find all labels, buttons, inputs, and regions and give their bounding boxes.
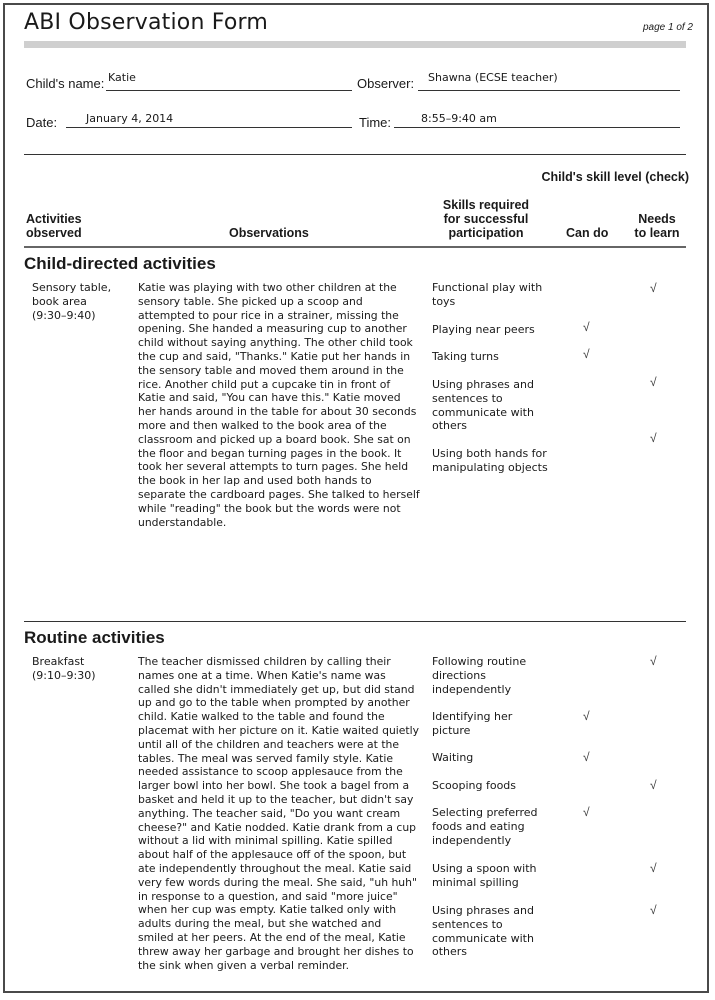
can-do-check-mark: √ (583, 709, 590, 723)
col-header-needs-line1: Needs (638, 212, 676, 226)
skill-item: Using phrases and sentences to communicate with others (432, 904, 534, 959)
skill-item: Using phrases and sentences to communicate with others (432, 378, 534, 433)
skill-item: Scooping foods (432, 779, 517, 792)
activity-line: Breakfast (32, 655, 85, 668)
col-header-skills (440, 198, 532, 240)
observer-field[interactable] (418, 90, 680, 91)
skill-item: Playing near peers (432, 323, 535, 336)
child-name-field[interactable] (106, 90, 352, 91)
activity-time: (9:30–9:40) (32, 308, 96, 322)
table-header-divider (24, 246, 686, 248)
needs-to-learn-check-mark: √ (650, 654, 657, 668)
col-header-skills-line2: for successful (443, 212, 529, 226)
skill-item: Using a spoon with minimal spilling (432, 862, 537, 889)
needs-to-learn-check-mark: √ (650, 375, 657, 389)
time-field[interactable] (394, 127, 680, 128)
col-header-activities (26, 212, 82, 240)
col-header-observations: Observations (229, 226, 309, 240)
col-header-can-do: Can do (566, 226, 609, 240)
activity-time: (9:10–9:30) (32, 668, 96, 682)
skill-item: Taking turns (432, 350, 499, 363)
date-value: January 4, 2014 (86, 112, 174, 125)
child-name-value: Katie (108, 71, 136, 84)
needs-to-learn-check-mark: √ (650, 903, 657, 917)
fields-divider (24, 154, 686, 155)
can-do-check-mark: √ (583, 320, 590, 334)
skill-item: Functional play with toys (432, 281, 543, 308)
needs-to-learn-check-mark: √ (650, 431, 657, 445)
form-title: ABI Observation Form (24, 10, 269, 35)
child-name-label: Child's name: (26, 76, 105, 91)
observer-value: Shawna (ECSE teacher) (428, 71, 558, 84)
needs-to-learn-check-mark: √ (650, 778, 657, 792)
col-header-activities-line2: observed (26, 226, 82, 240)
skill-item: Following routine directions independently (432, 655, 527, 696)
col-header-needs-to-learn (630, 212, 684, 240)
time-value: 8:55–9:40 am (421, 112, 497, 125)
date-field[interactable] (66, 127, 352, 128)
skill-level-group-header: Child's skill level (check) (541, 170, 689, 184)
section-title-routine: Routine activities (24, 628, 165, 647)
can-do-check-mark: √ (583, 750, 590, 764)
col-header-needs-line2: to learn (634, 226, 680, 240)
title-divider-bar (24, 41, 686, 48)
time-label: Time: (359, 115, 392, 130)
needs-to-learn-check-mark: √ (650, 861, 657, 875)
observation-text-sensory: Katie was playing with two other children at the sensory table. She picked up a scoop and attempted to pour rice in a strainer, missing the opening. She handed a measuring cup to another child without saying anything. The other child took the cup and said, "Thanks." Katie put her hands in the sensory table and moved them around in the rice. Another child put a cupcake tin in front of Katie and said, "You can have this." Katie moved her hands around in the table for about 30 seconds more and then walked to the book area of the classroom and picked up a board book. She sat on the floor and began turning pages in the book. It took her several attempts to turn pages. She held the book in her lap and used both hands to separate the cardboard pages. She talked to herself while "reading" the book but the words were not understandable. (138, 281, 420, 529)
activity-line: Sensory table, (32, 281, 112, 294)
can-do-check-mark: √ (583, 805, 590, 819)
needs-to-learn-check-mark: √ (650, 281, 657, 295)
date-label: Date: (26, 115, 58, 130)
activity-observed-sensory (32, 281, 111, 322)
page-indicator: page 1 of 2 (642, 22, 693, 33)
skill-item: Selecting preferred foods and eating independently (432, 806, 538, 847)
section-title-child-directed: Child-directed activities (24, 254, 216, 273)
can-do-check-mark: √ (583, 347, 590, 361)
col-header-skills-line1: Skills required (442, 198, 530, 212)
observer-label: Observer: (357, 76, 415, 91)
skill-item: Using both hands for manipulating objects (432, 447, 548, 474)
section-divider (24, 621, 686, 622)
activity-line: book area (32, 294, 87, 308)
activity-observed-breakfast (32, 655, 96, 683)
skill-item: Identifying her picture (432, 710, 513, 737)
col-header-skills-line3: participation (448, 226, 524, 240)
observation-text-breakfast: The teacher dismissed children by calling their names one at a time. When Katie's name was called she didn't immediately get up, but did stand up and go to the table when prompted by another child. Katie walked to the table and found the placemat with her picture on it. Katie waited quietly until all of the children and teachers were at the tables. The meal was served family style. Katie needed assistance to scoop applesauce from the larger bowl into her bowl. She took a bagel from a basket and held it up to the teacher, but didn't say anything. The teacher said, "Do you want cream cheese?" and Katie nodded. Katie drank from a cup without a lid with minimal spilling. Katie spilled about half of the applesauce off of the spoon, but ate independently throughout the meal. Katie said very few words during the meal. She said, "uh huh" in response to a question, and said "more juice" when her cup was empty. Katie talked only with adults during the meal, but she watched and smiled at her peers. At the end of the meal, Katie threw away her garbage and brought her dishes to the sink when given a verbal reminder. (138, 655, 420, 972)
skill-item: Waiting (432, 751, 474, 764)
col-header-activities-line1: Activities (26, 212, 82, 226)
